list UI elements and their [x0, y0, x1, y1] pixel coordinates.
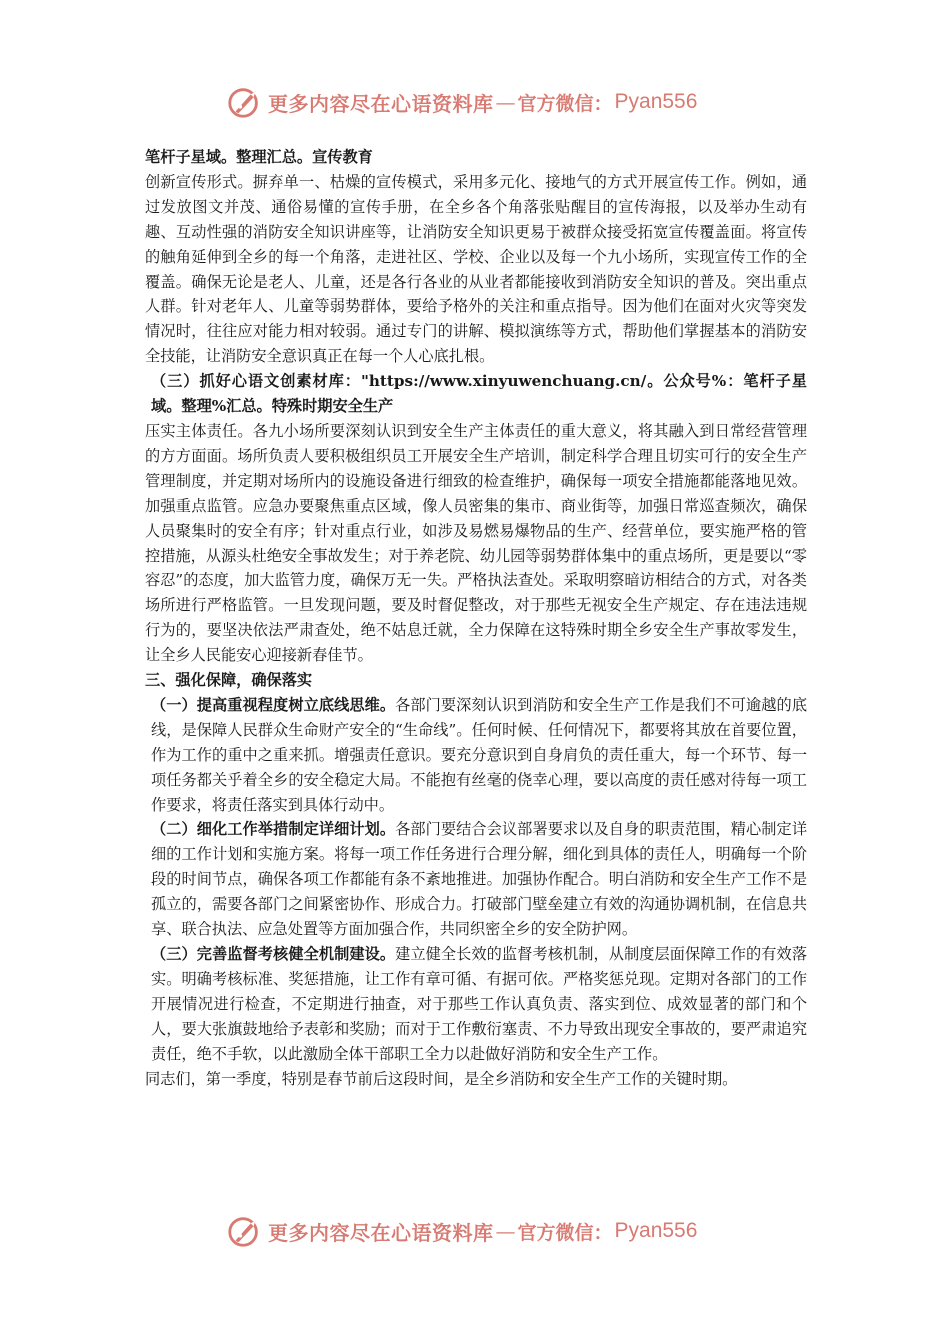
subtext-bottom-line: 各部门要深刻认识到消防和安全生产工作是我们不可逾越的底线，是保障人民群众生命财产安全的“生命线”。任何时候、任何情况下，都要将其放在首要位置，作为工作的重中之重来抓。增强责任意识。要充分意识到自身肩负的责任重大，每一个环节、每一项任务都关乎着全乡的安全稳定大局。不能抱有丝毫的侥幸心理，要以高度的责任感对待每一项工作要求，将责任落实到具体行动中。 [151, 695, 808, 814]
subheading-bottom-line: （一）提高重视程度树立底线思维。 [151, 695, 396, 714]
pen-nib-logo-icon [226, 83, 264, 121]
paragraph-guarantee-1 [145, 693, 807, 818]
footer-wechat-label: 官方微信： [517, 1221, 613, 1244]
paragraph-special-period: 压实主体责任。各九小场所要深刻认识到安全生产主体责任的重大意义，将其融入到日常经营管理的方方面面。场所负责人要积极组织员工开展安全生产培训，制定科学合理且切实可行的安全生产管理制度，并定期对场所内的设施设备进行细致的检查维护，确保每一项安全措施都能落地见效。加强重点监管。应急办要聚焦重点区域，像人员密集的集市、商业街等，加强日常巡查频次，确保人员聚集时的安全有序；针对重点行业，如涉及易燃易爆物品的生产、经营单位，要实施严格的管控措施，从源头杜绝安全事故发生；对于养老院、幼儿园等弱势群体集中的重点场所，更是要以“零容忍”的态度，加大监管力度，确保万无一失。严格执法查处。采取明察暗访相结合的方式，对各类场所进行严格监管。一旦发现问题，要及时督促整改，对于那些无视安全生产规定、存在违法违规行为的，要坚决依法严肃查处，绝不姑息迁就，全力保障在这特殊时期全乡安全生产事故零发生，让全乡人民能安心迎接新春佳节。 [145, 421, 807, 665]
header-banner[interactable] [226, 80, 746, 124]
footer-banner-separator: — [495, 1219, 516, 1243]
document-body [145, 145, 807, 1091]
header-banner-separator: — [495, 90, 516, 114]
footer-banner-text: 更多内容尽在心语资料库 [268, 1220, 494, 1245]
section-heading-publicity: 笔杆子星域。整理汇总。宣传教育 [145, 148, 373, 166]
header-wechat-label: 官方微信： [517, 92, 613, 115]
header-banner-text: 更多内容尽在心语资料库 [268, 91, 494, 116]
header-wechat-id: Pyan556 [614, 90, 698, 113]
section-heading-special-period: （三）抓好心语文创素材库："https://www.xinyuwenchuang.cn/。公众号%：笔杆子星域。整理%汇总。特殊时期安全生产 [151, 372, 807, 416]
subtext-detailed-plan: 各部门要结合会议部署要求以及自身的职责范围，精心制定详细的工作计划和实施方案。将每一项工作任务进行合理分解，细化到具体的责任人，明确每一个阶段的时间节点，确保各项工作都能有条不紊地推进。加强协作配合。明白消防和安全生产工作不是孤立的，需要各部门之间紧密协作、形成合力。打破部门壁垒建立有效的沟通协调机制，在信息共享、联合执法、应急处置等方面加强合作，共同织密全乡的安全防护网。 [151, 820, 808, 939]
subheading-supervision: （三）完善监督考核健全机制建设。 [151, 945, 396, 963]
section-heading-guarantee: 三、强化保障，确保落实 [145, 671, 313, 690]
paragraph-guarantee-2 [145, 817, 807, 942]
subtext-supervision: 建立健全长效的监督考核机制，从制度层面保障工作的有效落实。明确考核标准、奖惩措施，让工作有章可循、有据可依。严格奖惩兑现。定期对各部门的工作开展情况进行检查，不定期进行抽查，对于那些工作认真负责、落实到位、成效显著的部门和个人，要大张旗鼓地给予表彰和奖励；而对于工作敷衍塞责、不力导致出现安全事故的，要严肃追究责任，绝不手软，以此激励全体干部职工全力以赴做好消防和安全生产工作。 [151, 945, 808, 1063]
footer-wechat-id: Pyan556 [614, 1219, 698, 1242]
footer-banner[interactable] [226, 1209, 746, 1253]
paragraph-guarantee-3 [145, 942, 807, 1067]
paragraph-publicity: 创新宣传形式。摒弃单一、枯燥的宣传模式，采用多元化、接地气的方式开展宣传工作。例如，通过发放图文并茂、通俗易懂的宣传手册，在全乡各个角落张贴醒目的宣传海报，以及举办生动有趣、互动性强的消防安全知识讲座等，让消防安全知识更易于被群众接受拓宽宣传覆盖面。将宣传的触角延伸到全乡的每一个角落，走进社区、学校、企业以及每一个九小场所，实现宣传工作的全覆盖。确保无论是老人、儿童，还是各行各业的从业者都能接收到消防安全知识的普及。突出重点人群。针对老年人、儿童等弱势群体，要给予格外的关注和重点指导。因为他们在面对火灾等突发情况时，往往应对能力相对较弱。通过专门的讲解、模拟演练等方式，帮助他们掌握基本的消防安全技能，让消防安全意识真正在每一个人心底扎根。 [145, 172, 807, 366]
subheading-detailed-plan: （二）细化工作举措制定详细计划。 [151, 820, 396, 839]
paragraph-closing: 同志们，第一季度，特别是春节前后这段时间，是全乡消防和安全生产工作的关键时期。 [145, 1069, 738, 1088]
pen-nib-logo-icon [226, 1212, 264, 1250]
